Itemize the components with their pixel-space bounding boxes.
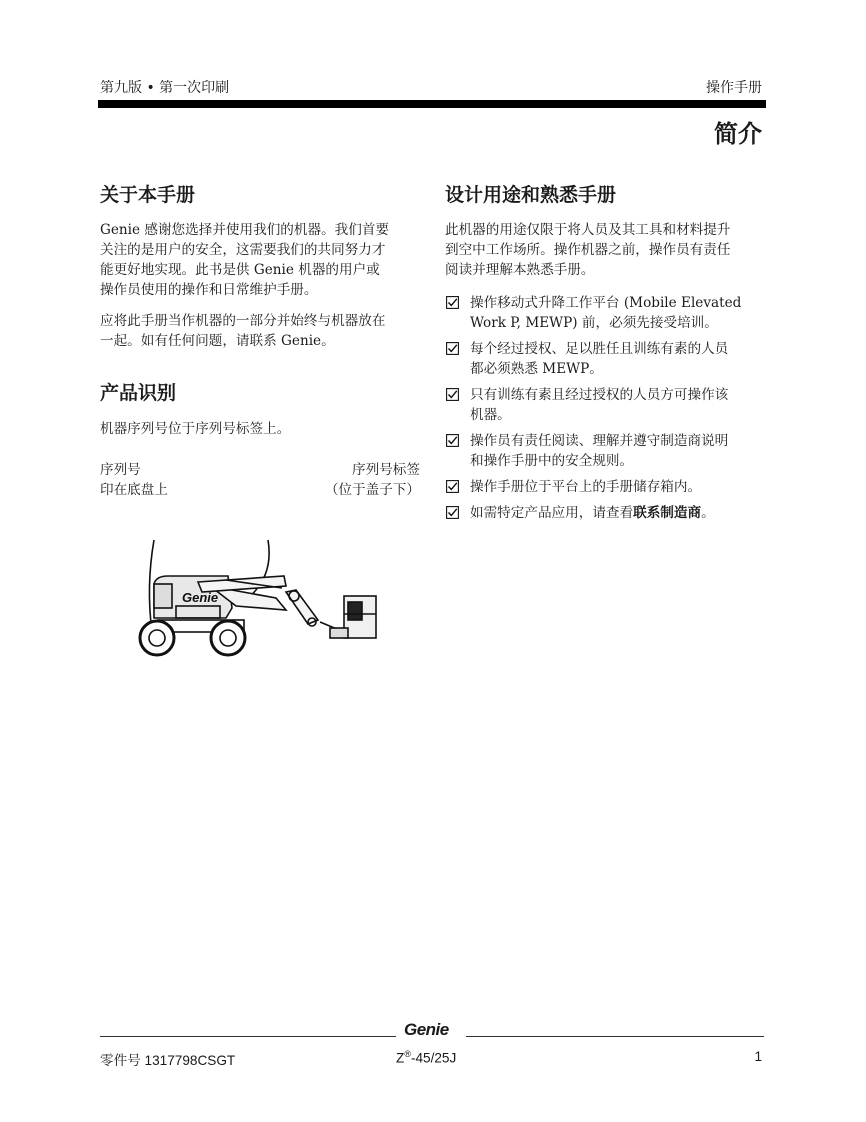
footer-rule-left — [100, 1036, 396, 1037]
serial-tag-label: 序列号标签 （位于盖子下） — [324, 462, 420, 498]
section-title: 简介 — [714, 120, 762, 148]
intended-use-heading: 设计用途和熟悉手册 — [445, 184, 617, 206]
checked-box-icon — [446, 296, 459, 309]
list-item: 如需特定产品应用，请查看联系制造商。 — [445, 503, 765, 523]
model-number: Z®-45/25J — [396, 1049, 457, 1066]
header-manual-title: 操作手册 — [706, 80, 762, 96]
checked-box-icon — [446, 506, 459, 519]
checked-box-icon — [446, 480, 459, 493]
list-item: 每个经过授权、足以胜任且训练有素的人员 都必须熟悉 MEWP。 — [445, 339, 765, 379]
serial-number-label: 序列号 印在底盘上 — [100, 462, 168, 498]
header-rule — [98, 100, 766, 108]
genie-logo: Genie — [404, 1020, 449, 1039]
about-heading: 关于本手册 — [100, 184, 196, 206]
boom-lift-illustration — [136, 536, 386, 660]
product-id-heading: 产品识别 — [100, 382, 177, 404]
about-section — [100, 180, 418, 351]
about-paragraph-1: Genie 感谢您选择并使用我们的机器。我们首要 关注的是用户的安全，这需要我们的共同努力才 能更好地实现。此书是供 Genie 机器的用户或 操作员使用的操作和日常维护手册。 — [100, 222, 390, 298]
page-number: 1 — [754, 1049, 762, 1064]
footer-rule-right — [466, 1036, 764, 1037]
contact-manufacturer-link[interactable]: 联系制造商 — [633, 505, 702, 521]
list-item: 操作手册位于平台上的手册储存箱内。 — [445, 477, 765, 497]
checked-box-icon — [446, 434, 459, 447]
product-id-text: 机器序列号位于序列号标签上。 — [100, 421, 291, 437]
checked-box-icon — [446, 388, 459, 401]
about-paragraph-2: 应将此手册当作机器的一部分并始终与机器放在 一起。如有任何问题，请联系 Genie。 — [100, 313, 386, 349]
checked-box-icon — [446, 342, 459, 355]
intended-use-checklist — [445, 293, 765, 523]
list-item: 操作移动式升降工作平台 (Mobile Elevated Work P, MEWP) 前，必须先接受培训。 — [445, 293, 765, 333]
header-edition: 第九版 • 第一次印刷 — [100, 80, 230, 96]
intended-use-intro: 此机器的用途仅限于将人员及其工具和材料提升 到空中工作场所。操作机器之前，操作员有责任 阅读并理解本熟悉手册。 — [445, 222, 731, 278]
list-item: 操作员有责任阅读、理解并遵守制造商说明 和操作手册中的安全规则。 — [445, 431, 765, 471]
part-number: 零件号 1317798CSGT — [100, 1053, 236, 1068]
product-id-section — [100, 378, 418, 439]
intended-use-section — [445, 180, 765, 529]
list-item: 只有训练有素且经过授权的人员方可操作该 机器。 — [445, 385, 765, 425]
machine-logo: Genie — [182, 590, 219, 605]
